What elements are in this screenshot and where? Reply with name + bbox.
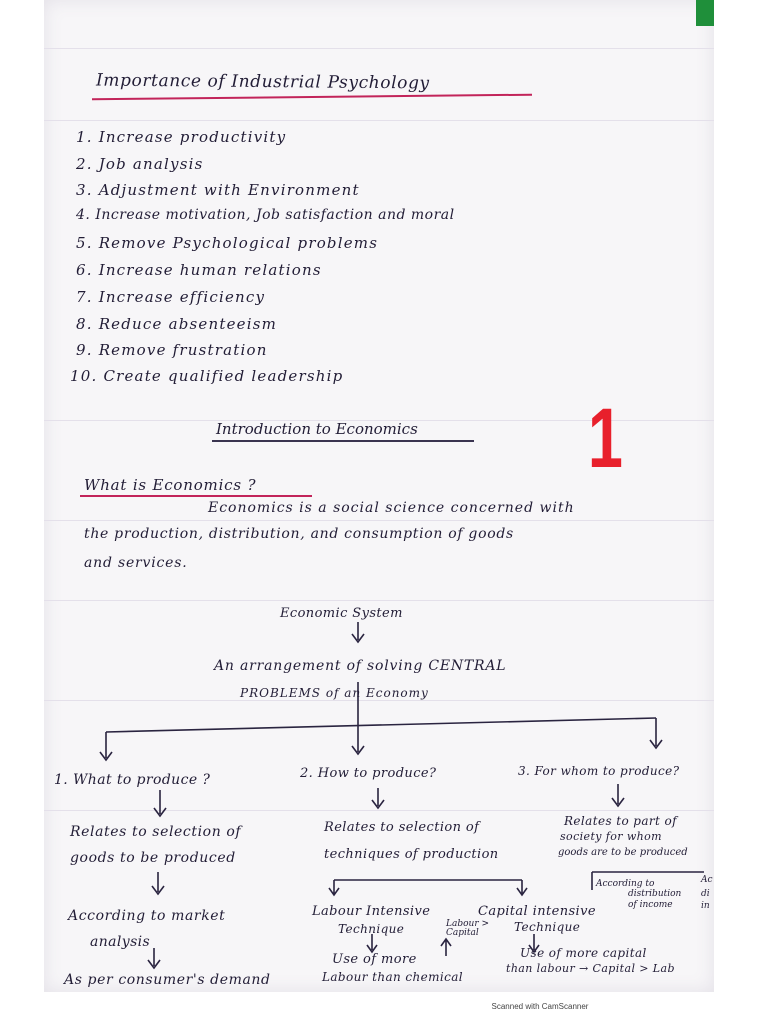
diagram-root: Economic System [280, 606, 403, 621]
list-item-text: Adjustment with Environment [98, 181, 360, 199]
list-item-text: Increase motivation, Job satisfaction and moral [95, 207, 455, 223]
list-item-number: 6. [76, 261, 93, 279]
list-item-number: 1. [76, 128, 93, 146]
branch-line [329, 880, 527, 895]
branch-2-relates: Relates to selection of [324, 820, 480, 835]
diagram-connectors [44, 0, 714, 992]
intro-title: Introduction to Economics [216, 420, 418, 438]
arrow-down [372, 788, 384, 808]
arrow-down [650, 718, 662, 748]
branch-2-relates: techniques of production [324, 847, 499, 862]
labour-capital-note: Labour > [446, 919, 490, 929]
branch-1-relates: goods to be produced [70, 850, 236, 866]
list-item-number: 5. [76, 234, 93, 252]
list-item-text: Increase human relations [98, 261, 322, 279]
branch-3-question: 3. For whom to produce? [518, 764, 680, 778]
list-item-number: 7. [76, 288, 93, 306]
capital-technique-title: Capital intensive [478, 904, 596, 919]
branch-3-relates: goods are to be produced [558, 847, 688, 858]
labour-technique-desc: Labour than chemical [322, 970, 464, 984]
arrow-down [612, 784, 624, 806]
capital-technique-title: Technique [514, 920, 581, 934]
branch-3-sub: of income [628, 900, 673, 910]
arrow-down [148, 948, 160, 968]
scanner-footer: Scanned with CamScanner [491, 1002, 589, 1011]
branch-1-step: According to market [68, 908, 226, 924]
arrow-down [154, 790, 166, 816]
list-item-number: 8. [76, 315, 93, 333]
branch-2-question: 2. How to produce? [300, 766, 437, 781]
definition-line: the production, distribution, and consumption of goods [84, 526, 514, 542]
page-number: 1 [587, 391, 623, 485]
list-item-text: Remove Psychological problems [98, 234, 379, 252]
list-item-number: 2. [76, 155, 93, 173]
arrow-down [367, 934, 377, 952]
branch-3-cut: Ac [701, 875, 713, 885]
list-item-text: Reduce absenteeism [98, 315, 278, 333]
arrow-up [441, 939, 451, 956]
list-item-text: Remove frustration [98, 341, 268, 359]
list-item-text: Increase efficiency [98, 288, 266, 306]
definition-line: and services. [84, 555, 188, 571]
branch-3-sub: distribution [628, 889, 682, 899]
list-item-text: Job analysis [98, 155, 204, 173]
definition-line: Economics is a social science concerned with [208, 500, 575, 516]
branch-1-step: analysis [90, 934, 151, 950]
list-item-text: Create qualified leadership [103, 367, 344, 385]
branch-3-relates: Relates to part of [564, 814, 677, 828]
branch-1-relates: Relates to selection of [70, 824, 242, 840]
arrow-down [100, 732, 112, 760]
labour-technique-title: Labour Intensive [312, 904, 431, 919]
question-heading: What is Economics ? [84, 476, 257, 494]
diagram-definition-line: PROBLEMS of an Economy [240, 686, 429, 700]
list-item-number: 3. [76, 181, 93, 199]
list-item-number: 4. [76, 207, 91, 223]
labour-technique-title: Technique [338, 922, 405, 936]
labour-capital-note: Capital [446, 928, 479, 938]
importance-title: Importance of Industrial Psychology [95, 70, 430, 94]
branch-line [106, 718, 656, 732]
branch-3-cut: di [701, 889, 710, 899]
arrow-down [352, 622, 364, 642]
capital-technique-desc: Use of more capital [520, 946, 647, 960]
notebook-page [44, 0, 714, 992]
branch-3-relates: society for whom [560, 830, 662, 843]
branch-3-sub: According to [596, 879, 655, 889]
capital-technique-desc: than labour → Capital > Lab [506, 962, 675, 975]
arrow-down [152, 872, 164, 894]
branch-1-result: As per consumer's demand [64, 972, 271, 988]
branch-1-question: 1. What to produce ? [54, 772, 211, 788]
labour-technique-desc: Use of more [332, 952, 417, 967]
list-item-number: 9. [76, 341, 93, 359]
branch-3-cut: in [701, 901, 710, 911]
diagram-definition-line: An arrangement of solving CENTRAL [214, 658, 507, 674]
list-item-number: 10. [70, 367, 98, 385]
list-item-text: Increase productivity [98, 128, 287, 146]
